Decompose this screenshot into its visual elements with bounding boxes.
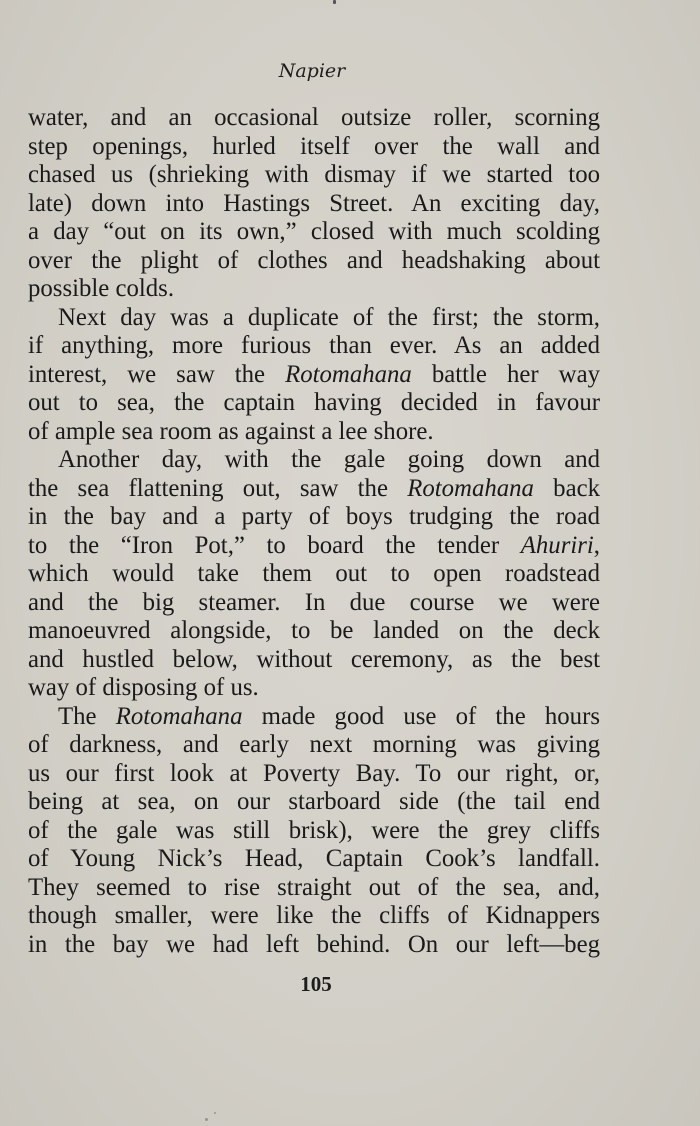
text-line: late) down into Hastings Street. An exciting day,: [28, 189, 600, 217]
text-line: Next day was a duplicate of the first; the storm,: [58, 303, 600, 331]
text-line: The Rotomahana made good use of the hours: [58, 702, 600, 730]
text-line: They seemed to rise straight out of the sea, and,: [28, 873, 600, 901]
text-line: us our first look at Poverty Bay. To our right, or,: [28, 759, 600, 787]
text-line: chased us (shrieking with dismay if we started too: [28, 161, 600, 188]
text-line: being at sea, on our starboard side (the tail end: [28, 788, 600, 815]
text-line: out to sea, the captain having decided in favour: [28, 389, 600, 416]
text-line: a day “out on its own,” closed with much scolding: [28, 218, 600, 245]
text-line: of darkness, and early next morning was giving: [28, 731, 600, 758]
body-text: [28, 104, 600, 959]
text-line: of the gale was still brisk), were the grey cliffs: [28, 816, 600, 844]
text-line: and hustled below, without ceremony, as the best: [28, 645, 600, 673]
text-line: and the big steamer. In due course we were: [28, 588, 600, 616]
text-line: if anything, more furious than ever. As an added: [28, 332, 600, 359]
text-line: though smaller, were like the cliffs of Kidnappers: [28, 902, 600, 929]
paper-speck: [205, 1118, 208, 1121]
text-line: to the “Iron Pot,” to board the tender Ahuriri,: [28, 531, 600, 559]
text-line: manoeuvred alongside, to be landed on the deck: [28, 617, 600, 644]
text-line: over the plight of clothes and headshaking about: [28, 246, 600, 274]
text-line: water, and an occasional outsize roller, scorning: [28, 104, 600, 131]
text-line: of ample sea room as against a lee shore.: [28, 417, 434, 445]
paper-speck: [214, 1112, 216, 1114]
page-number: 105: [300, 972, 332, 996]
running-head: Napier: [278, 60, 346, 82]
text-line: in the bay we had left behind. On our left—beg: [28, 930, 600, 958]
text-line: Another day, with the gale going down and: [58, 446, 600, 473]
text-line: in the bay and a party of boys trudging the road: [28, 503, 600, 530]
text-line: way of disposing of us.: [28, 674, 259, 701]
text-line: possible colds.: [28, 275, 175, 302]
text-line: of Young Nick’s Head, Captain Cook’s landfall.: [28, 845, 600, 872]
text-line: which would take them out to open roadstead: [28, 560, 600, 587]
text-line: interest, we saw the Rotomahana battle her way: [28, 360, 600, 388]
text-line: the sea flattening out, saw the Rotomahana back: [28, 474, 600, 502]
page-top-mark: [333, 0, 336, 4]
text-line: step openings, hurled itself over the wall and: [28, 132, 600, 160]
